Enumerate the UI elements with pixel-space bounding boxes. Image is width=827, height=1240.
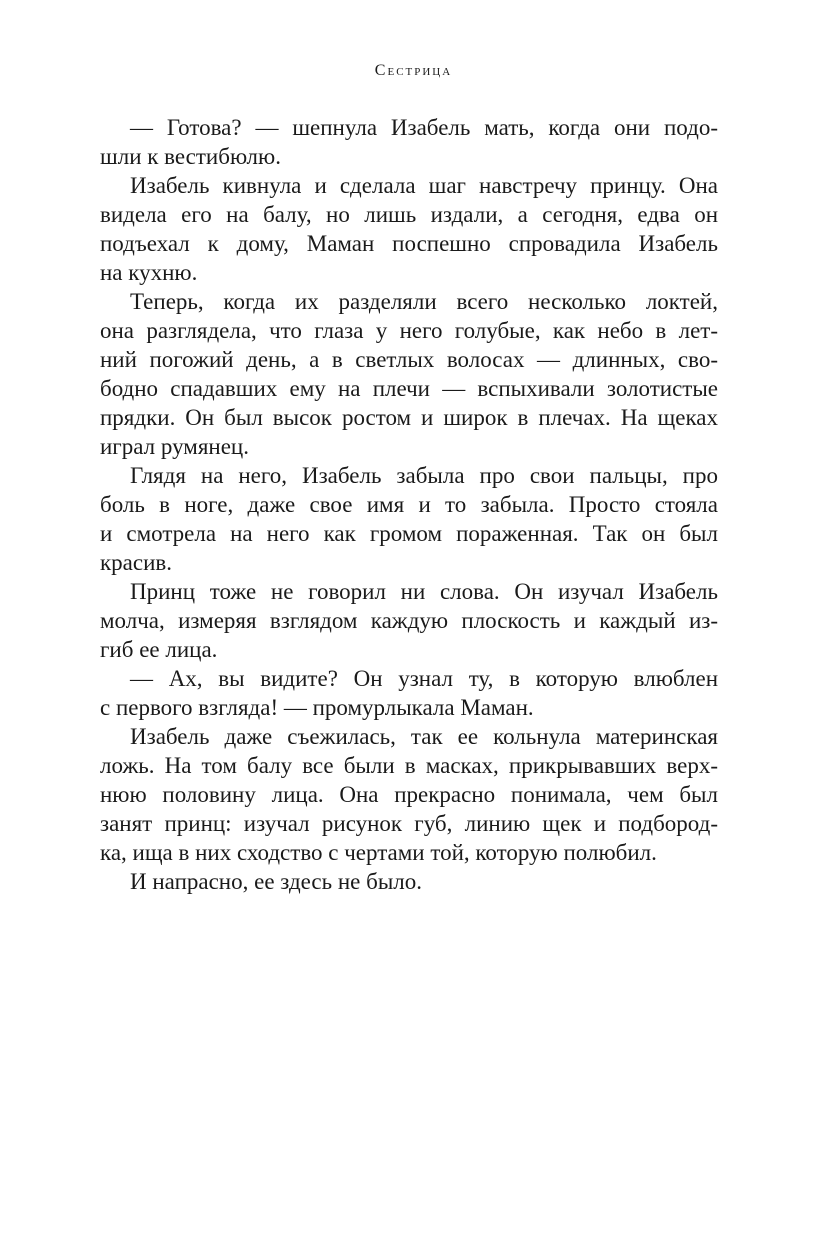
text-line: нюю половину лица. Она прекрасно понимала, чем был xyxy=(100,782,718,807)
text-line: видела его на балу, но лишь издали, а сегодня, едва он xyxy=(100,202,718,227)
text-line: она разглядела, что глаза у него голубые, как небо в лет- xyxy=(100,318,718,343)
text-line: — Ах, вы видите? Он узнал ту, в которую влюблен xyxy=(130,666,718,691)
text-line: красив. xyxy=(100,550,173,575)
text-line: шли к вестибюлю. xyxy=(100,144,281,169)
text-line: И напрасно, ее здесь не было. xyxy=(130,869,423,894)
text-line: на кухню. xyxy=(100,260,198,285)
text-line: подъехал к дому, Маман поспешно спровадила Изабель xyxy=(100,231,718,256)
text-line: Глядя на него, Изабель забыла про свои пальцы, про xyxy=(130,463,718,488)
text-line: ложь. На том балу все были в масках, прикрывавших верх- xyxy=(100,753,718,778)
paragraph xyxy=(100,461,718,577)
text-line: Теперь, когда их разделяли всего несколько локтей, xyxy=(130,289,718,314)
paragraph xyxy=(100,664,718,722)
paragraph xyxy=(100,577,718,664)
text-line: и смотрела на него как громом пораженная. Так он был xyxy=(100,521,718,546)
text-line: с первого взгляда! — промурлыкала Маман. xyxy=(100,695,534,720)
text-line: играл румянец. xyxy=(100,434,249,459)
body-text xyxy=(100,113,718,896)
text-line: молча, измеряя взглядом каждую плоскость и каждый из- xyxy=(100,608,718,633)
text-line: ка, ища в них сходство с чертами той, которую полюбил. xyxy=(100,840,657,865)
paragraph xyxy=(100,171,718,287)
text-line: бодно спадавших ему на плечи — вспыхивали золотистые xyxy=(100,376,718,401)
text-line: боль в ноге, даже свое имя и то забыла. Просто стояла xyxy=(100,492,718,517)
text-line: — Готова? — шепнула Изабель мать, когда они подо- xyxy=(130,115,718,140)
paragraph xyxy=(100,867,718,896)
paragraph xyxy=(100,113,718,171)
running-head: Сестрица xyxy=(374,62,453,79)
text-line: ний погожий день, а в светлых волосах — длинных, сво- xyxy=(100,347,718,372)
paragraph xyxy=(100,722,718,867)
paragraph xyxy=(100,287,718,461)
text-line: прядки. Он был высок ростом и широк в плечах. На щеках xyxy=(100,405,718,430)
text-line: Изабель кивнула и сделала шаг навстречу принцу. Она xyxy=(130,173,718,198)
text-line: Изабель даже съежилась, так ее кольнула материнская xyxy=(130,724,718,749)
text-line: гиб ее лица. xyxy=(100,637,218,662)
text-line: Принц тоже не говорил ни слова. Он изучал Изабель xyxy=(130,579,718,604)
text-line: занят принц: изучал рисунок губ, линию щек и подбород- xyxy=(100,811,718,836)
